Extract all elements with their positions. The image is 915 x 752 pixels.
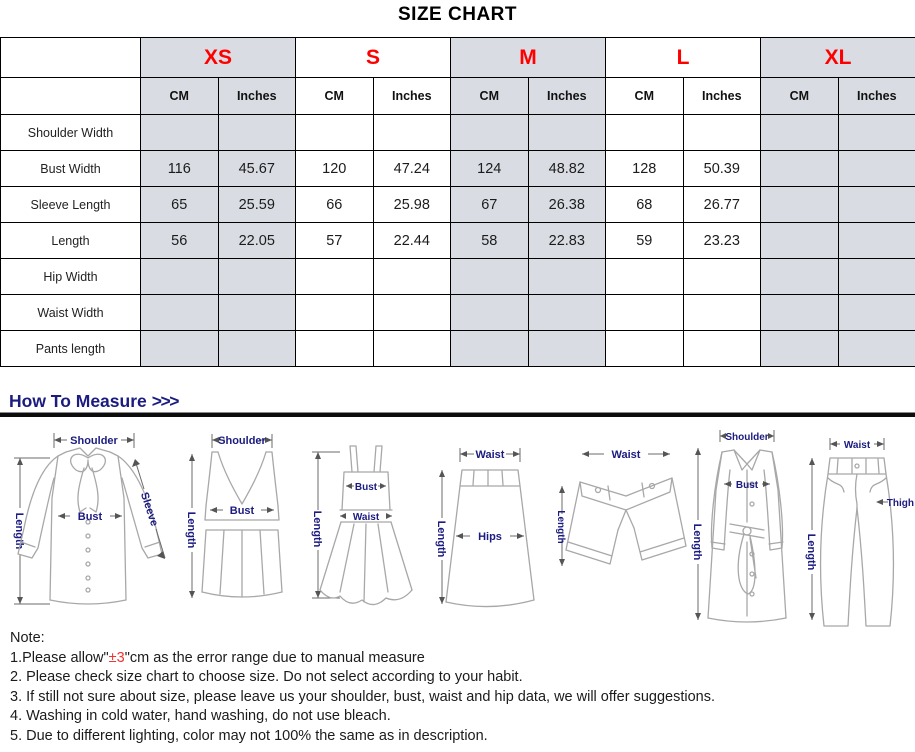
size-header-xs: XS [141, 38, 296, 78]
unit-cell: Inches [683, 78, 761, 115]
size-header-s: S [296, 38, 451, 78]
row-label: Sleeve Length [1, 187, 141, 223]
table-cell [451, 295, 529, 331]
table-cell: 116 [141, 151, 219, 187]
table-cell [296, 259, 374, 295]
measurement-figures [0, 428, 915, 632]
table-cell: 128 [606, 151, 684, 187]
row-label: Pants length [1, 331, 141, 367]
pants-illustration [802, 432, 915, 632]
table-cell [373, 115, 451, 151]
figure-skirt [430, 440, 550, 626]
unit-cell: CM [141, 78, 219, 115]
skirt-waist-label: Waist [475, 449, 505, 461]
table-cell: 22.44 [373, 223, 451, 259]
table-cell [761, 223, 839, 259]
notes-section [10, 629, 715, 746]
unit-cell: Inches [373, 78, 451, 115]
cami-dress-illustration [306, 430, 426, 626]
blouse-illustration [4, 428, 176, 624]
table-cell [606, 295, 684, 331]
table-cell: 22.05 [218, 223, 296, 259]
pants-waist-label: Waist [843, 440, 871, 451]
dress-waist-label: Waist [352, 512, 380, 523]
table-cell [761, 331, 839, 367]
table-cell: 66 [296, 187, 374, 223]
table-cell [528, 331, 606, 367]
tank-bust-label: Bust [229, 505, 255, 517]
note-1-prefix: 1.Please allow" [10, 649, 109, 666]
shorts-length-label: Length [555, 510, 566, 544]
table-cell: 120 [296, 151, 374, 187]
table-cell [838, 187, 915, 223]
size-header-row [1, 38, 915, 78]
table-cell: 56 [141, 223, 219, 259]
unit-cell: CM [761, 78, 839, 115]
table-row [1, 331, 915, 367]
how-to-measure-heading [9, 391, 178, 412]
table-cell [838, 115, 915, 151]
table-cell [218, 115, 296, 151]
table-cell: 57 [296, 223, 374, 259]
note-line-4: 4. Washing in cold water, hand washing, do not use bleach. [10, 708, 391, 724]
blouse-shoulder-label: Shoulder [70, 435, 118, 447]
table-row [1, 295, 915, 331]
corner-cell [1, 38, 141, 78]
table-row [1, 151, 915, 187]
notes-heading: Note: [10, 630, 45, 646]
coat-illustration [690, 426, 804, 628]
dress-length-label: Length [311, 510, 323, 548]
table-cell: 25.98 [373, 187, 451, 223]
row-label: Waist Width [1, 295, 141, 331]
divider-line [0, 412, 915, 417]
table-cell: 67 [451, 187, 529, 223]
table-cell: 124 [451, 151, 529, 187]
blouse-length-label: Length [13, 512, 25, 550]
table-cell: 68 [606, 187, 684, 223]
table-cell [528, 259, 606, 295]
table-cell [683, 295, 761, 331]
table-cell [838, 223, 915, 259]
coat-length-label: Length [691, 523, 703, 561]
coat-bust-label: Bust [735, 480, 759, 491]
table-cell [761, 151, 839, 187]
pants-thigh-label: Thigh [886, 498, 914, 509]
note-line-2: 2. Please check size chart to choose size. Do not select according to your habit. [10, 669, 523, 685]
blouse-bust-label: Bust [77, 511, 103, 523]
table-cell: 58 [451, 223, 529, 259]
table-cell: 47.24 [373, 151, 451, 187]
skirt-length-label: Length [435, 520, 447, 558]
page-title: SIZE CHART [398, 4, 517, 25]
note-line-1 [10, 649, 715, 669]
table-cell [141, 115, 219, 151]
table-cell: 48.82 [528, 151, 606, 187]
unit-cell: Inches [838, 78, 915, 115]
table-row [1, 259, 915, 295]
coat-shoulder-label: Shoulder [725, 432, 769, 443]
note-line-5: 5. Due to different lighting, color may not 100% the same as in description. [10, 727, 488, 744]
table-cell [761, 187, 839, 223]
shorts-waist-label: Waist [611, 449, 641, 461]
table-cell: 59 [606, 223, 684, 259]
dress-bust-label: Bust [354, 482, 378, 493]
figure-shorts [552, 438, 700, 624]
table-cell [141, 295, 219, 331]
figure-blouse [4, 428, 176, 624]
table-cell [761, 259, 839, 295]
tank-top-illustration [178, 428, 306, 624]
table-cell [606, 259, 684, 295]
table-cell: 23.23 [683, 223, 761, 259]
how-to-measure-label: How To Measure [9, 391, 147, 411]
table-cell: 25.59 [218, 187, 296, 223]
table-cell [528, 295, 606, 331]
figure-cami-dress [306, 430, 426, 626]
table-cell [838, 151, 915, 187]
table-row [1, 187, 915, 223]
unit-cell: CM [451, 78, 529, 115]
table-cell [141, 331, 219, 367]
unit-cell: CM [606, 78, 684, 115]
table-cell: 26.77 [683, 187, 761, 223]
row-label: Shoulder Width [1, 115, 141, 151]
table-cell [373, 295, 451, 331]
table-cell: 22.83 [528, 223, 606, 259]
table-cell [606, 331, 684, 367]
table-cell [761, 115, 839, 151]
unit-cell: Inches [218, 78, 296, 115]
table-cell [838, 295, 915, 331]
table-cell [838, 331, 915, 367]
table-cell [838, 259, 915, 295]
table-cell [528, 115, 606, 151]
size-header-l: L [606, 38, 761, 78]
unit-cell: CM [296, 78, 374, 115]
table-cell [373, 259, 451, 295]
table-cell [606, 115, 684, 151]
row-label: Length [1, 223, 141, 259]
table-cell [141, 259, 219, 295]
table-cell [683, 115, 761, 151]
size-header-m: M [451, 38, 606, 78]
note-line-3: 3. If still not sure about size, please leave us your shoulder, bust, waist and hip data, we will offer suggestions. [10, 688, 715, 705]
size-header-xl: XL [761, 38, 915, 78]
unit-cell: Inches [528, 78, 606, 115]
unit-header-row [1, 78, 915, 115]
pants-length-label: Length [805, 533, 817, 571]
figure-tank-top [178, 428, 306, 624]
skirt-hips-label: Hips [478, 531, 502, 543]
skirt-illustration [430, 440, 550, 626]
table-cell: 26.38 [528, 187, 606, 223]
shorts-illustration [552, 438, 700, 624]
table-cell [218, 295, 296, 331]
table-cell: 50.39 [683, 151, 761, 187]
tank-length-label: Length [185, 511, 197, 549]
row-label: Hip Width [1, 259, 141, 295]
table-cell [451, 259, 529, 295]
table-cell [373, 331, 451, 367]
table-cell [451, 115, 529, 151]
size-table [0, 37, 915, 367]
table-cell: 45.67 [218, 151, 296, 187]
table-cell [451, 331, 529, 367]
table-cell [296, 295, 374, 331]
table-cell [683, 259, 761, 295]
table-cell [296, 331, 374, 367]
table-cell [761, 295, 839, 331]
row-label: Bust Width [1, 151, 141, 187]
table-cell [218, 259, 296, 295]
table-cell [683, 331, 761, 367]
figure-pants [802, 432, 915, 632]
table-row [1, 115, 915, 151]
triple-chevron-icon: >>> [151, 391, 178, 411]
blouse-sleeve-label: Sleeve [137, 490, 161, 528]
note-1-tolerance: ±3 [108, 649, 125, 666]
table-cell [296, 115, 374, 151]
corner-cell [1, 78, 141, 115]
figure-coat [690, 426, 804, 628]
table-cell: 65 [141, 187, 219, 223]
table-cell [218, 331, 296, 367]
table-row [1, 223, 915, 259]
note-1-suffix: "cm as the error range due to manual measure [124, 649, 425, 666]
tank-shoulder-label: Shoulder [218, 435, 266, 447]
